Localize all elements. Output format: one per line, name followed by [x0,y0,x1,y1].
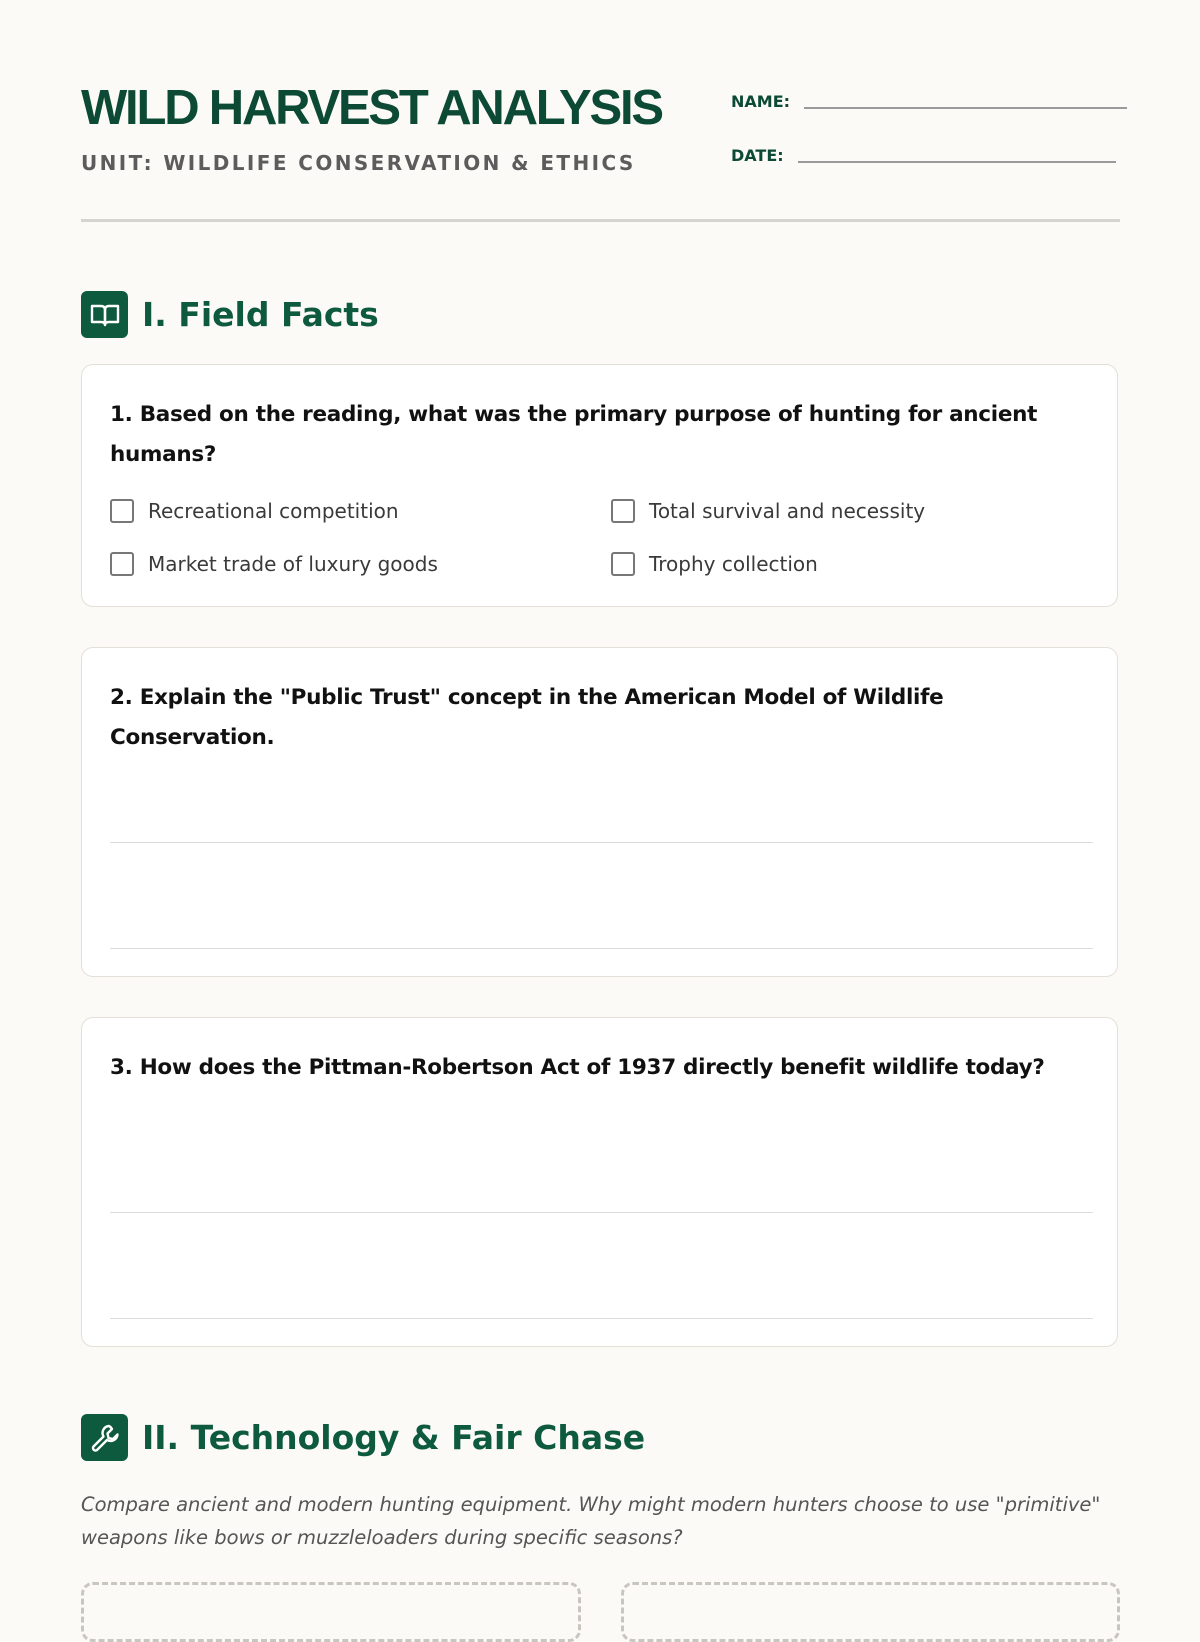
name-field[interactable] [731,92,1127,111]
answer-line[interactable] [110,842,1093,843]
date-label: DATE: [731,146,784,165]
option-label: Recreational competition [148,499,399,523]
option-trophy-collection[interactable] [611,552,818,576]
option-label: Market trade of luxury goods [148,552,438,576]
answer-line[interactable] [110,948,1093,949]
option-total-survival[interactable] [611,499,925,523]
question-card-3 [81,1017,1118,1347]
question-card-2 [81,647,1118,977]
question-text: 1. Based on the reading, what was the primary purpose of hunting for ancient humans? [110,402,1038,467]
checkbox[interactable] [611,552,635,576]
name-label: NAME: [731,92,791,111]
answer-line[interactable] [110,1318,1093,1319]
section-technology-heading [81,1414,645,1461]
option-recreational-competition[interactable] [110,499,399,523]
option-market-trade[interactable] [110,552,438,576]
question-text: 3. How does the Pittman-Robertson Act of 1937 directly benefit wildlife today? [110,1055,1045,1080]
answer-line[interactable] [110,1212,1093,1213]
option-label: Trophy collection [649,552,818,576]
page-title: WILD HARVEST ANALYSIS [81,81,662,135]
wrench-icon [81,1414,128,1461]
answer-box-ancient[interactable] [81,1582,581,1642]
question-text: 2. Explain the "Public Trust" concept in the American Model of Wildlife Conservation. [110,685,944,750]
section-prompt: Compare ancient and modern hunting equipment. Why might modern hunters choose to use "primitive" weapons like bows or muzzleloaders during specific seasons? [81,1493,1101,1549]
answer-box-modern[interactable] [621,1582,1120,1642]
date-input-line[interactable] [798,161,1116,163]
checkbox[interactable] [110,552,134,576]
question-card-1 [81,364,1118,607]
header-divider [81,219,1120,222]
book-icon [81,291,128,338]
section-field-facts-heading [81,291,379,338]
date-field[interactable] [731,146,1116,165]
option-label: Total survival and necessity [649,499,926,523]
section-title: II. Technology & Fair Chase [142,1418,646,1457]
checkbox[interactable] [110,499,134,523]
section-title: I. Field Facts [142,295,379,334]
checkbox[interactable] [611,499,635,523]
unit-subtitle: UNIT: WILDLIFE CONSERVATION & ETHICS [81,151,636,175]
name-input-line[interactable] [804,107,1127,109]
